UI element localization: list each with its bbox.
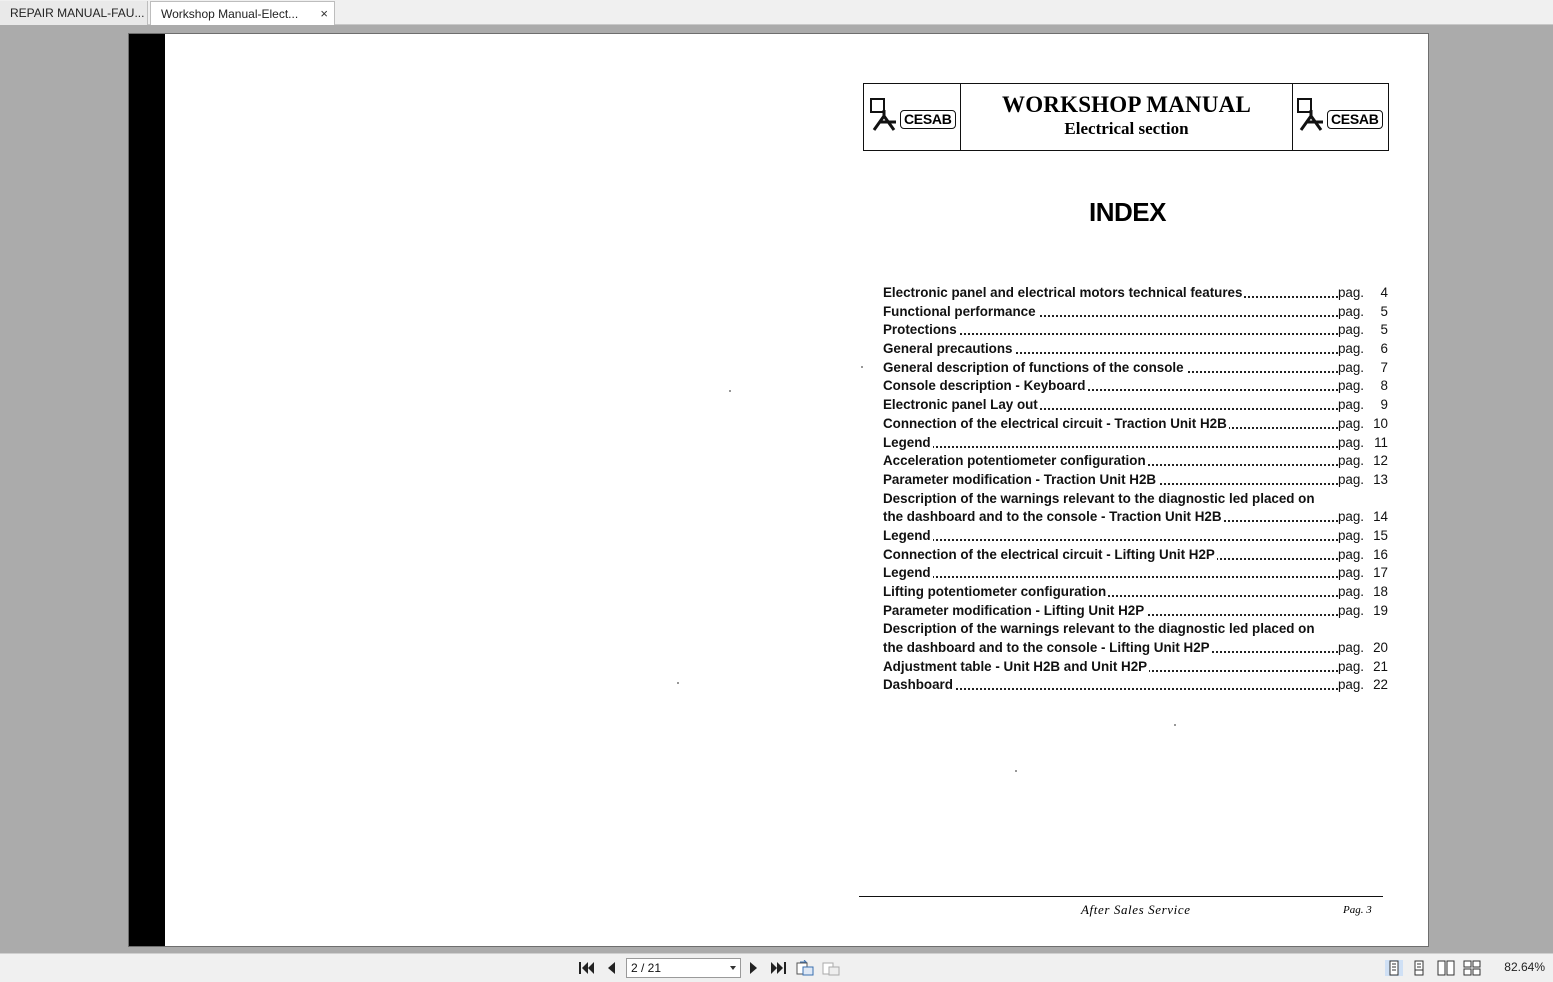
single-page-view-icon[interactable] [1385, 960, 1403, 976]
last-page-icon[interactable] [769, 960, 787, 976]
cesab-mark-icon [1297, 98, 1327, 132]
tab-workshop-manual[interactable] [150, 1, 335, 25]
cesab-logo-text: CESAB [900, 110, 956, 129]
cesab-logo-text: CESAB [1327, 110, 1383, 129]
tab-label: REPAIR MANUAL-FAU... [10, 6, 145, 20]
toc-row: General precautions pag. 6 [883, 340, 1388, 359]
toc-row: the dashboard and to the console - Lifting Unit H2P pag. 20 [883, 639, 1388, 658]
scan-speck [1015, 770, 1017, 772]
page-number-select[interactable] [626, 958, 741, 978]
tab-label: Workshop Manual-Elect... [161, 7, 299, 21]
toc-row: Legend pag. 17 [883, 564, 1388, 583]
viewer-toolbar [0, 953, 1553, 982]
zoom-level[interactable]: 82.64% [1504, 960, 1545, 974]
manual-header [863, 83, 1389, 151]
toc-row: Console description - Keyboard pag. 8 [883, 377, 1388, 396]
toc-row: Acceleration potentiometer configuration pag. 12 [883, 452, 1388, 471]
facing-view-icon[interactable] [1437, 960, 1455, 976]
footer-service-text: After Sales Service [1081, 902, 1191, 917]
toc-row: Connection of the electrical circuit - Traction Unit H2B pag. 10 [883, 415, 1388, 434]
footer-rule [859, 896, 1383, 897]
header-title-block [961, 84, 1292, 150]
manual-subtitle: Electrical section [1064, 119, 1189, 138]
toc-row-wrapped: Description of the warnings relevant to the diagnostic led placed on [883, 490, 1388, 509]
first-page-icon[interactable] [578, 960, 596, 976]
cesab-logo-left [864, 84, 961, 150]
scan-speck [1174, 724, 1176, 726]
chevron-down-icon [730, 966, 736, 970]
footer-page-number: Pag. 3 [1343, 904, 1372, 916]
scan-speck [677, 682, 679, 684]
toc-row: Connection of the electrical circuit - Lifting Unit H2P pag. 16 [883, 546, 1388, 565]
toc-row: Legend pag. 15 [883, 527, 1388, 546]
toc-row: Legend pag. 11 [883, 434, 1388, 453]
cesab-mark-icon [870, 98, 900, 132]
cesab-logo-right [1292, 84, 1388, 150]
toc-row: Adjustment table - Unit H2B and Unit H2P pag. 21 [883, 658, 1388, 677]
page-indicator: 2 / 21 [631, 961, 662, 975]
continuous-view-icon[interactable] [1410, 960, 1428, 976]
table-of-contents [883, 284, 1388, 695]
manual-title: WORKSHOP MANUAL [1002, 92, 1251, 117]
prev-page-icon[interactable] [602, 960, 620, 976]
close-icon[interactable]: × [320, 6, 328, 21]
tab-repair-manual[interactable] [0, 1, 148, 25]
go-forward-view-icon[interactable] [822, 960, 840, 976]
scan-speck [861, 366, 863, 368]
toc-row: Parameter modification - Lifting Unit H2P pag. 19 [883, 602, 1388, 621]
tab-strip [0, 0, 1553, 25]
toc-row: Lifting potentiometer configuration pag. 18 [883, 583, 1388, 602]
toc-row: Protections pag. 5 [883, 321, 1388, 340]
page-binding-edge [129, 34, 165, 946]
toc-row: Electronic panel and electrical motors technical features pag. 4 [883, 284, 1388, 303]
toc-row-wrapped: Description of the warnings relevant to the diagnostic led placed on [883, 620, 1388, 639]
toc-row: Electronic panel Lay out pag. 9 [883, 396, 1388, 415]
index-title: INDEX [1089, 197, 1166, 227]
next-page-icon[interactable] [745, 960, 763, 976]
scan-speck [729, 390, 731, 392]
continuous-facing-view-icon[interactable] [1463, 960, 1481, 976]
toc-row: the dashboard and to the console - Traction Unit H2B pag. 14 [883, 508, 1388, 527]
toc-row: Parameter modification - Traction Unit H2B pag. 13 [883, 471, 1388, 490]
toc-row: General description of functions of the console pag. 7 [883, 359, 1388, 378]
go-back-view-icon[interactable] [796, 960, 814, 976]
document-viewport[interactable] [0, 25, 1553, 953]
toc-row: Dashboard pag. 22 [883, 676, 1388, 695]
document-page [128, 33, 1429, 947]
toc-row: Functional performance pag. 5 [883, 303, 1388, 322]
